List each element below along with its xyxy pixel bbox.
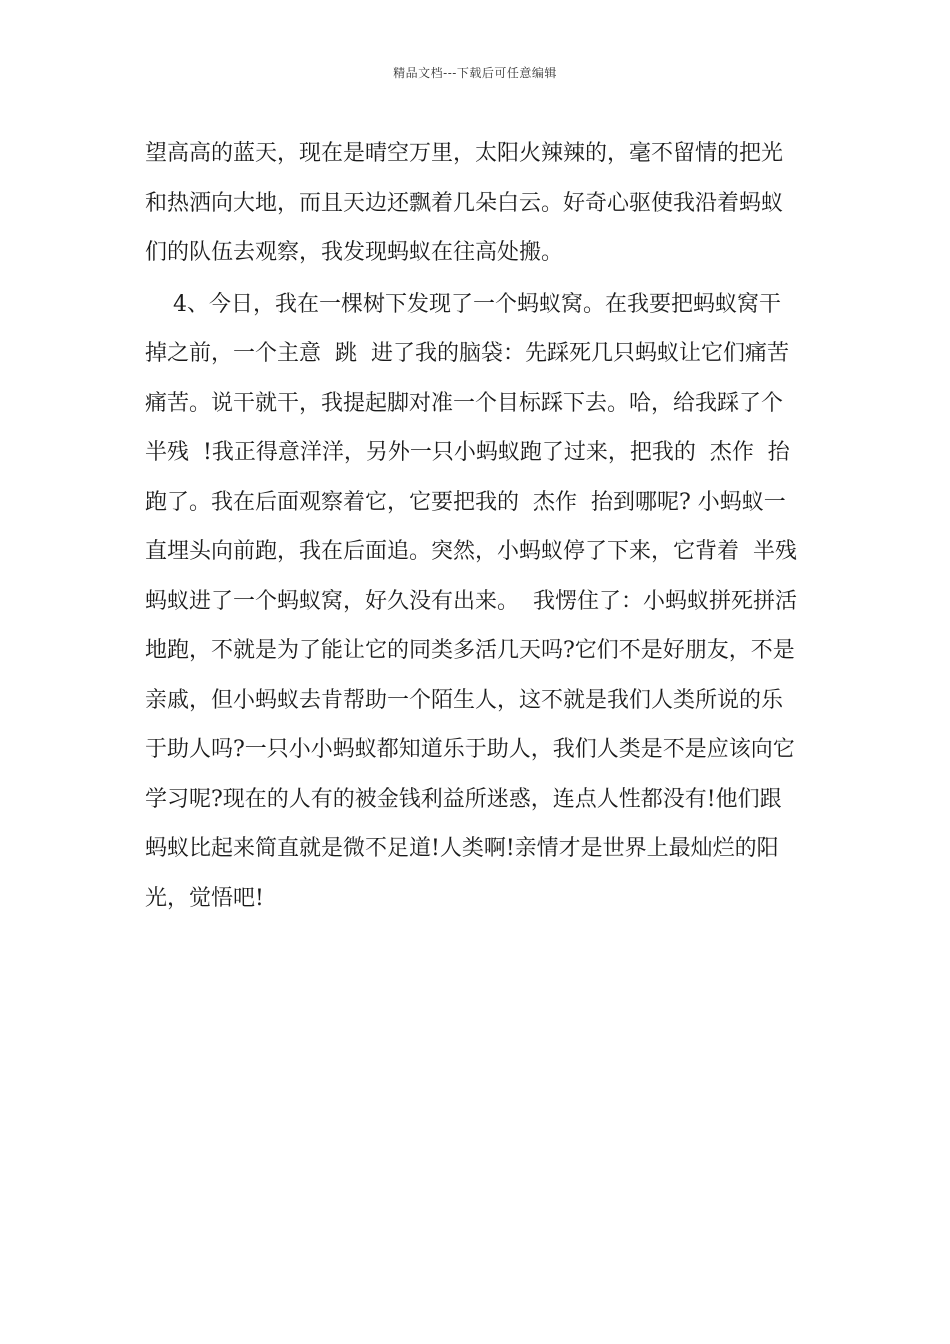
paragraph-1 xyxy=(145,129,815,278)
text-line: 望高高的蓝天，现在是晴空万里，太阳火辣辣的，毫不留情的把光 xyxy=(145,141,784,166)
text-line: 学习呢?现在的人有的被金钱利益所迷惑，连点人性都没有!他们跟 xyxy=(145,786,782,812)
text-line: 蚂蚁进了一个蚂蚁窝，好久没有出来。 我愣住了：小蚂蚁拼死拼活 xyxy=(145,588,797,614)
text-line: 半残 !我正得意洋洋，另外一只小蚂蚁跑了过来，把我的 杰作 抬 xyxy=(145,440,790,465)
text-line: 亲戚，但小蚂蚁去肯帮助一个陌生人，这不就是我们人类所说的乐 xyxy=(145,687,784,713)
text-line: 光，觉悟吧! xyxy=(145,885,264,911)
text-line: 于助人吗?一只小小蚂蚁都知道乐于助人，我们人类是不是应该向它 xyxy=(145,737,795,762)
text-line: 直埋头向前跑，我在后面追。突然，小蚂蚁停了下来，它背着 半残 xyxy=(145,539,797,564)
text-line: 4、今日，我在一棵树下发现了一个蚂蚁窝。在我要把蚂蚁窝干 xyxy=(145,291,781,317)
text-line: 掉之前，一个主意 跳 进了我的脑袋：先踩死几只蚂蚁让它们痛苦 xyxy=(145,341,789,366)
paragraph-2 xyxy=(145,280,815,924)
document-body xyxy=(145,129,815,923)
text-line: 们的队伍去观察，我发现蚂蚁在往高处搬。 xyxy=(145,240,564,265)
text-line: 跑了。我在后面观察着它，它要把我的 杰作 抬到哪呢? 小蚂蚁一 xyxy=(145,489,786,515)
text-line: 蚂蚁比起来简直就是微不足道!人类啊!亲情才是世界上最灿烂的阳 xyxy=(145,836,779,861)
page-header: 精品文档---下载后可任意编辑 xyxy=(393,66,557,80)
text-line: 和热洒向大地，而且天边还飘着几朵白云。好奇心驱使我沿着蚂蚁 xyxy=(145,190,784,216)
text-line: 地跑，不就是为了能让它的同类多活几天吗?它们不是好朋友，不是 xyxy=(145,638,795,663)
text-line: 痛苦。说干就干，我提起脚对准一个目标踩下去。哈，给我踩了个 xyxy=(145,390,784,416)
